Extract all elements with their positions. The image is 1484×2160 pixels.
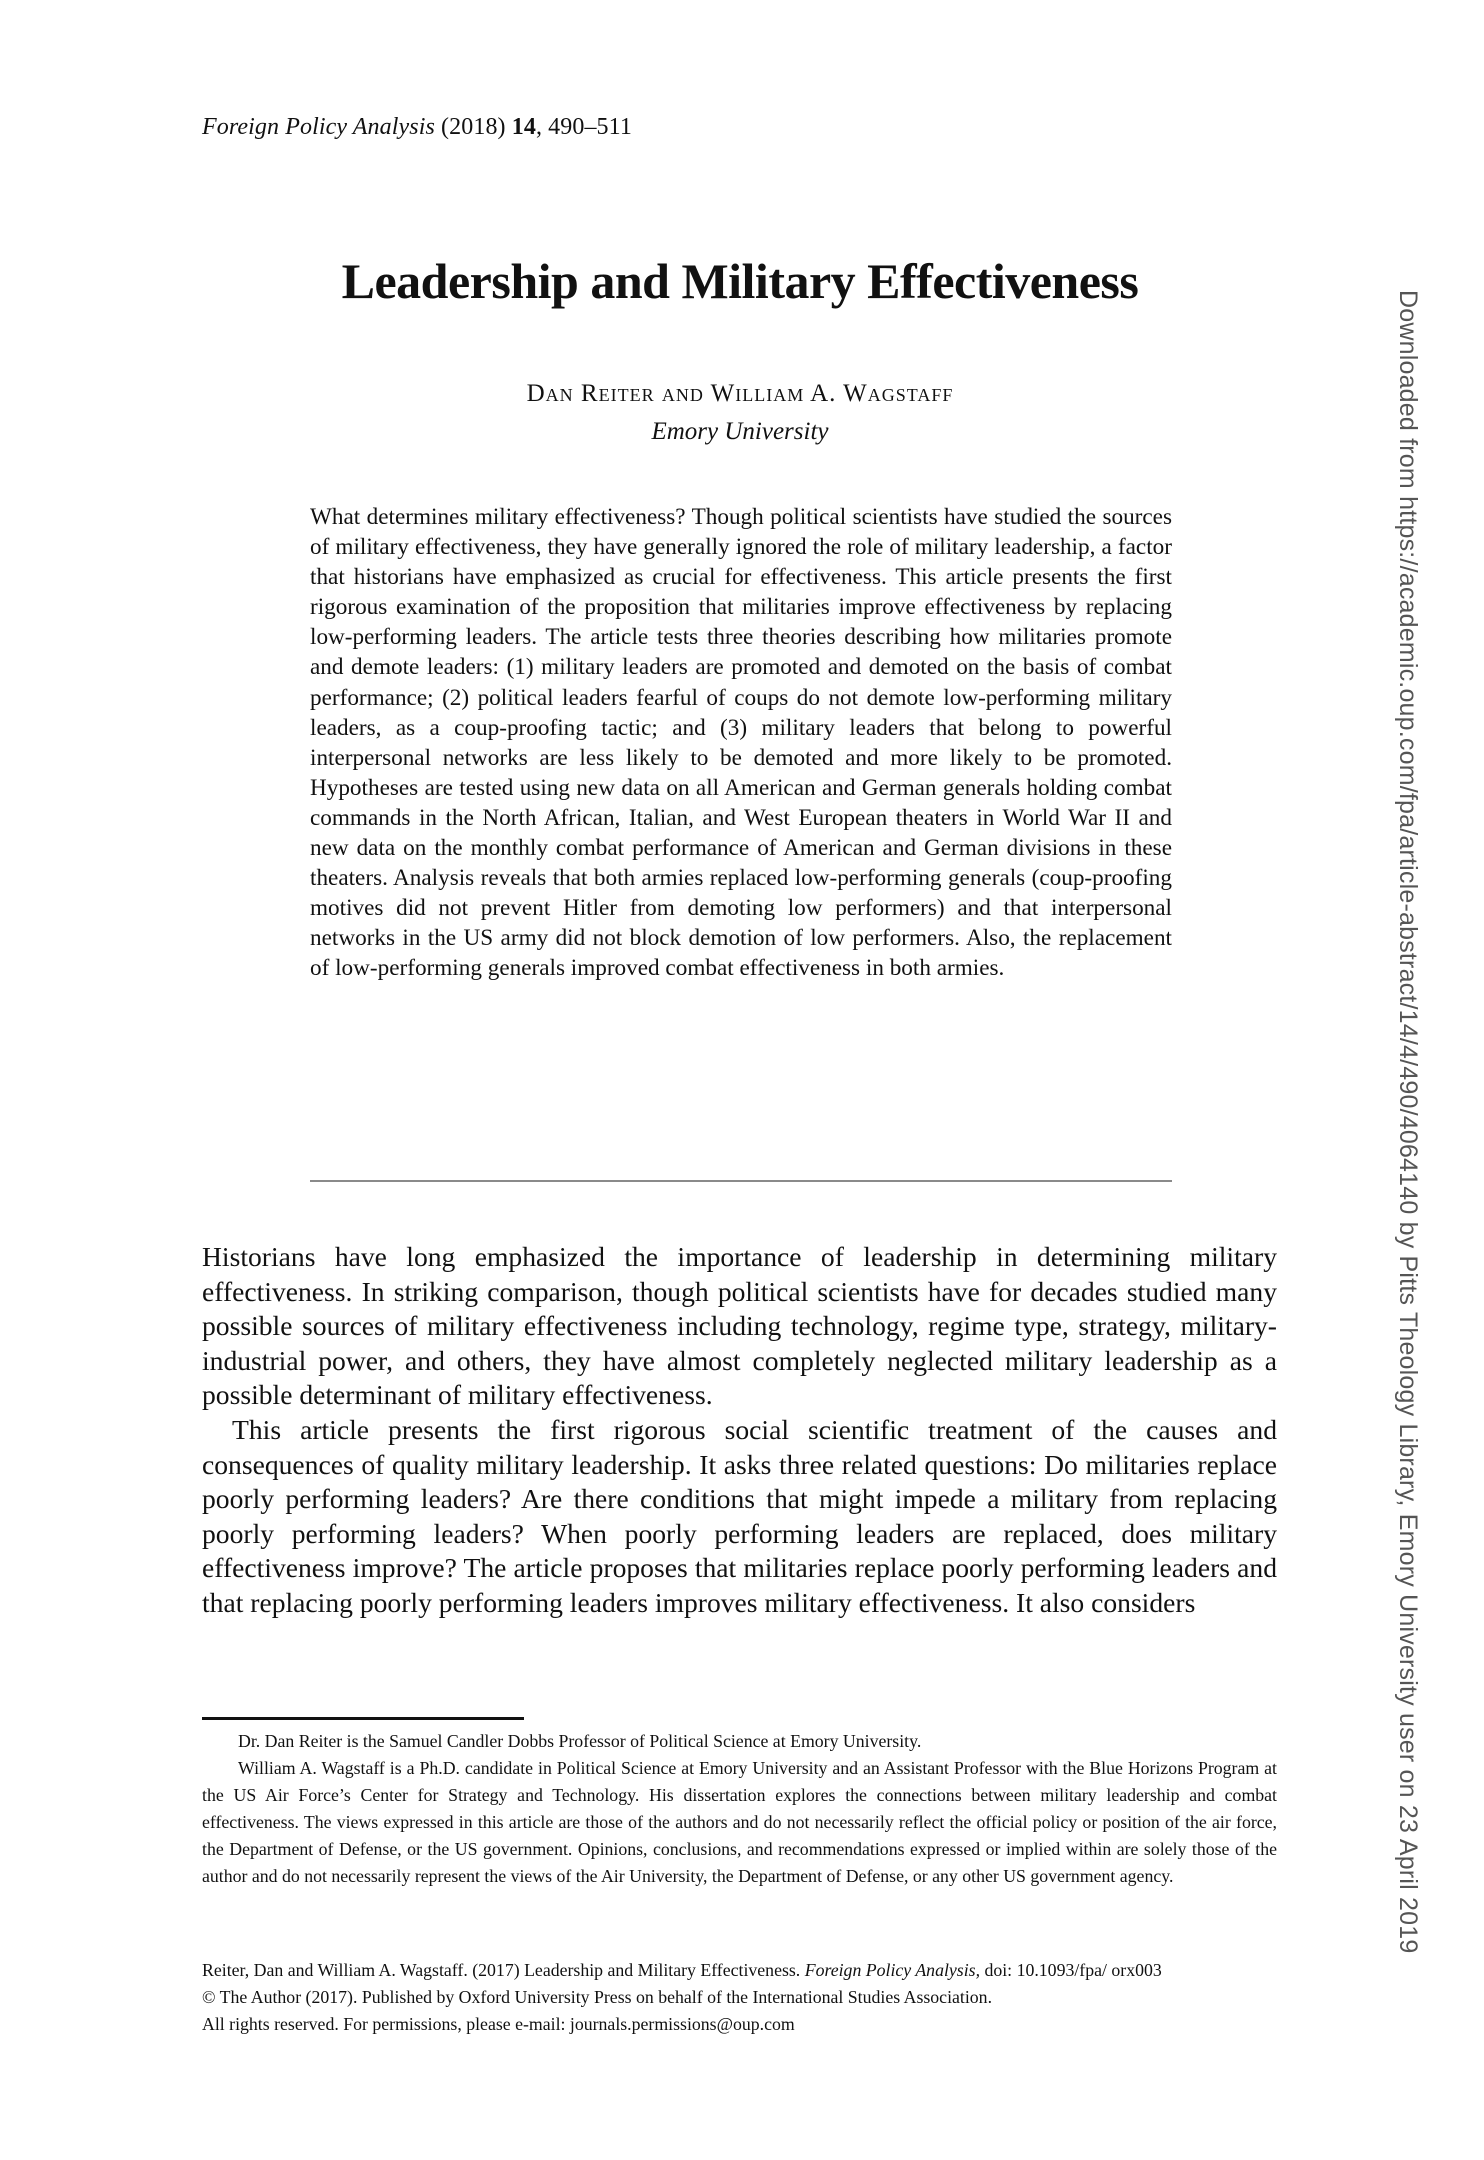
journal-year: (2018) (441, 114, 506, 140)
footnote-divider (202, 1717, 524, 1720)
citation-doi: doi: 10.1093/fpa/ orx003 (980, 1960, 1162, 1980)
copyright-notice: © The Author (2017). Published by Oxford University Press on behalf of the International Studies Association. (202, 1986, 993, 2007)
citation-prefix: Reiter, Dan and William A. Wagstaff. (2017) Leadership and Military Effectiveness. (202, 1960, 805, 1980)
permissions-notice: All rights reserved. For permissions, please e-mail: journals.permissions@oup.com (202, 2013, 795, 2034)
journal-pages: , 490–511 (535, 114, 632, 140)
abstract-divider (310, 1180, 1172, 1182)
journal-volume: 14 (511, 114, 536, 140)
article-authors: Dan Reiter and William A. Wagstaff (526, 380, 954, 407)
journal-name: Foreign Policy Analysis (202, 114, 435, 140)
body-paragraph: This article presents the first rigorous social scientific treatment of the causes and consequences of quality military leadership. It asks three related questions: Do militaries replace poorly performing leaders? Are there conditions that might impede a military from replacing poorly performing leaders? When poorly performing leaders are replaced, does military effectiveness improve? The article proposes that militaries replace poorly performing leaders and that replacing poorly performing leaders improves military effectiveness. It also considers (202, 1413, 1277, 1618)
citation-reference (202, 1957, 1277, 1984)
body-text (202, 1240, 1277, 1621)
footnote-wagstaff: William A. Wagstaff is a Ph.D. candidate in Political Science at Emory University and an Assistant Professor with the Blue Horizons Program at the US Air Force’s Center for Strategy and Technology. His dissertation explores the connections between military leadership and combat effectiveness. The views expressed in this article are those of the authors and do not necessarily reflect the official policy or position of the air force, the Department of Defense, or the US government. Opinions, conclusions, and recommendations expressed or implied within are solely those of the author and do not necessarily represent the views of the Air University, the Department of Defense, or any other US government agency. (202, 1757, 1277, 1886)
citation-journal: Foreign Policy Analysis, (804, 1960, 981, 1980)
body-paragraph: Historians have long emphasized the importance of leadership in determining military effectiveness. In striking comparison, though political scientists have for decades studied many possible sources of military effectiveness including technology, regime type, strategy, military-industrial power, and others, they have almost completely neglected military leadership as a possible determinant of military effectiveness. (202, 1241, 1277, 1411)
download-watermark: Downloaded from https://academic.oup.com/fpa/article-abstract/14/4/490/4064140 by Pitts Theology Library, Emory University user on 23 April 2019 (1394, 290, 1422, 1954)
abstract: What determines military effectiveness? Though political scientists have studied the sources of military effectiveness, they have generally ignored the role of military leadership, a factor that historians have emphasized as crucial for effectiveness. This article presents the first rigorous examination of the proposition that militaries improve effectiveness by replacing low-performing leaders. The article tests three theories describing how militaries promote and demote leaders: (1) military leaders are promoted and demoted on the basis of combat performance; (2) political leaders fearful of coups do not demote low-performing military leaders, as a coup-proofing tactic; and (3) military leaders that belong to powerful interpersonal networks are less likely to be demoted and more likely to be promoted. Hypotheses are tested using new data on all American and German generals holding combat commands in the North African, Italian, and West European theaters in World War II and new data on the monthly combat performance of American and German divisions in these theaters. Analysis reveals that both armies replaced low-performing generals (coup-proofing motives did not prevent Hitler from demoting low performers) and that interpersonal networks in the US army did not block demotion of low performers. Also, the replacement of low-performing generals improved combat effectiveness in both armies. (310, 504, 1172, 982)
footnotes (202, 1728, 1277, 1889)
journal-header (202, 114, 632, 141)
article-title: Leadership and Military Effectiveness (341, 253, 1139, 309)
author-affiliation: Emory University (651, 418, 829, 445)
footnote-reiter: Dr. Dan Reiter is the Samuel Candler Dobbs Professor of Political Science at Emory University. (238, 1731, 922, 1751)
citation-block (202, 1957, 1277, 2038)
